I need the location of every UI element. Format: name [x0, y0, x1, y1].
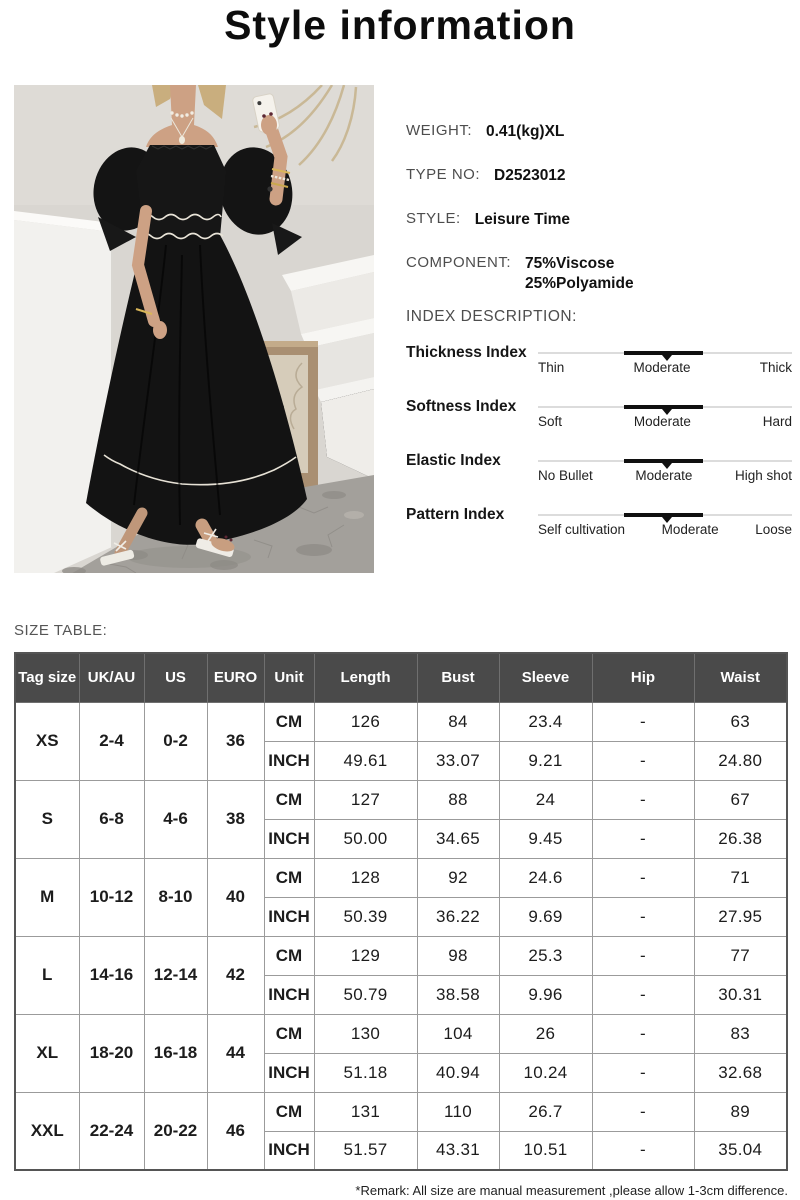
slider-option-high: Thick: [759, 360, 792, 375]
euro-cell: 44: [207, 1014, 264, 1092]
hip-inch-cell: -: [592, 741, 694, 780]
index-row: [406, 450, 792, 504]
us-cell: 16-18: [144, 1014, 207, 1092]
header-tag-size: Tag size: [15, 653, 79, 702]
slider-option-mid: Moderate: [633, 414, 691, 429]
product-photo-illustration: [14, 85, 374, 573]
product-photo: [14, 85, 374, 573]
hip-cm-cell: -: [592, 936, 694, 975]
size-row-cm: [15, 936, 787, 975]
bust-cm-cell: 88: [417, 780, 499, 819]
euro-cell: 46: [207, 1092, 264, 1170]
length-inch-cell: 51.18: [314, 1053, 417, 1092]
header-us: US: [144, 653, 207, 702]
uk-au-cell: 18-20: [79, 1014, 144, 1092]
detail-row-component: [406, 254, 792, 294]
bust-cm-cell: 110: [417, 1092, 499, 1131]
size-row-cm: [15, 1092, 787, 1131]
size-row-cm: [15, 780, 787, 819]
bust-inch-cell: 43.31: [417, 1131, 499, 1170]
component-value-line1: 75%Viscose: [525, 255, 615, 272]
waist-inch-cell: 32.68: [694, 1053, 787, 1092]
header-hip: Hip: [592, 653, 694, 702]
tag-size-cell: XL: [15, 1014, 79, 1092]
length-cm-cell: 127: [314, 780, 417, 819]
sleeve-inch-cell: 9.69: [499, 897, 592, 936]
tag-size-cell: S: [15, 780, 79, 858]
slider-option-high: Loose: [755, 522, 792, 537]
unit-inch-cell: INCH: [264, 741, 314, 780]
component-value: [525, 254, 634, 294]
length-inch-cell: 50.79: [314, 975, 417, 1014]
length-inch-cell: 49.61: [314, 741, 417, 780]
us-cell: 4-6: [144, 780, 207, 858]
detail-row-weight: [406, 122, 792, 142]
length-cm-cell: 126: [314, 702, 417, 741]
index-slider: [538, 342, 792, 396]
page-title: Style information: [224, 2, 576, 48]
style-label: STYLE:: [406, 210, 461, 227]
hip-cm-cell: -: [592, 1014, 694, 1053]
component-label: COMPONENT:: [406, 254, 512, 271]
unit-inch-cell: INCH: [264, 1053, 314, 1092]
unit-inch-cell: INCH: [264, 819, 314, 858]
unit-inch-cell: INCH: [264, 975, 314, 1014]
uk-au-cell: 22-24: [79, 1092, 144, 1170]
detail-row-style: [406, 210, 792, 230]
slider-option-mid: Moderate: [633, 360, 691, 375]
header-waist: Waist: [694, 653, 787, 702]
hip-inch-cell: -: [592, 897, 694, 936]
uk-au-cell: 10-12: [79, 858, 144, 936]
us-cell: 20-22: [144, 1092, 207, 1170]
bust-inch-cell: 38.58: [417, 975, 499, 1014]
size-table: [14, 652, 788, 1171]
us-cell: 8-10: [144, 858, 207, 936]
length-cm-cell: 128: [314, 858, 417, 897]
tag-size-cell: M: [15, 858, 79, 936]
bust-inch-cell: 36.22: [417, 897, 499, 936]
type-no-label: TYPE NO:: [406, 166, 481, 183]
unit-inch-cell: INCH: [264, 897, 314, 936]
waist-cm-cell: 89: [694, 1092, 787, 1131]
hip-cm-cell: -: [592, 702, 694, 741]
sleeve-inch-cell: 9.45: [499, 819, 592, 858]
bust-cm-cell: 104: [417, 1014, 499, 1053]
header-euro: EURO: [207, 653, 264, 702]
hip-inch-cell: -: [592, 1131, 694, 1170]
slider-option-mid: Moderate: [635, 468, 693, 483]
style-value: Leisure Time: [474, 211, 571, 228]
waist-cm-cell: 67: [694, 780, 787, 819]
waist-inch-cell: 24.80: [694, 741, 787, 780]
index-label: Elastic Index: [406, 452, 501, 469]
length-inch-cell: 50.00: [314, 819, 417, 858]
index-row: [406, 342, 792, 396]
index-label: Thickness Index: [406, 344, 527, 361]
sleeve-cm-cell: 24: [499, 780, 592, 819]
bust-cm-cell: 98: [417, 936, 499, 975]
unit-cm-cell: CM: [264, 780, 314, 819]
sleeve-cm-cell: 26.7: [499, 1092, 592, 1131]
component-value-line2: 25%Polyamide: [525, 275, 634, 292]
hip-cm-cell: -: [592, 780, 694, 819]
sleeve-inch-cell: 9.21: [499, 741, 592, 780]
index-row: [406, 504, 792, 558]
slider-options: [538, 414, 792, 429]
header-uk-au: UK/AU: [79, 653, 144, 702]
sleeve-cm-cell: 26: [499, 1014, 592, 1053]
unit-cm-cell: CM: [264, 858, 314, 897]
slider-options: [538, 522, 792, 537]
tag-size-cell: XS: [15, 702, 79, 780]
length-inch-cell: 51.57: [314, 1131, 417, 1170]
index-rows: [406, 342, 792, 558]
white-ledge: [14, 211, 112, 573]
index-label: Pattern Index: [406, 506, 505, 523]
size-row-cm: [15, 702, 787, 741]
slider-option-low: No Bullet: [538, 468, 593, 483]
waist-cm-cell: 71: [694, 858, 787, 897]
size-row-cm: [15, 858, 787, 897]
unit-cm-cell: CM: [264, 936, 314, 975]
hip-inch-cell: -: [592, 819, 694, 858]
slider-option-mid: Moderate: [661, 522, 719, 537]
euro-cell: 40: [207, 858, 264, 936]
length-inch-cell: 50.39: [314, 897, 417, 936]
index-slider: [538, 504, 792, 558]
length-cm-cell: 129: [314, 936, 417, 975]
detail-row-type-no: [406, 166, 792, 186]
unit-cm-cell: CM: [264, 1092, 314, 1131]
header-sleeve: Sleeve: [499, 653, 592, 702]
hip-cm-cell: -: [592, 858, 694, 897]
hip-cm-cell: -: [592, 1092, 694, 1131]
slider-options: [538, 360, 792, 375]
us-cell: 0-2: [144, 702, 207, 780]
hip-inch-cell: -: [592, 975, 694, 1014]
bust-inch-cell: 33.07: [417, 741, 499, 780]
waist-inch-cell: 27.95: [694, 897, 787, 936]
euro-cell: 38: [207, 780, 264, 858]
header-bust: Bust: [417, 653, 499, 702]
size-table-header-row: [15, 653, 787, 702]
sleeve-inch-cell: 10.51: [499, 1131, 592, 1170]
size-table-label: SIZE TABLE:: [14, 622, 108, 639]
waist-cm-cell: 77: [694, 936, 787, 975]
bust-cm-cell: 92: [417, 858, 499, 897]
us-cell: 12-14: [144, 936, 207, 1014]
index-label: Softness Index: [406, 398, 517, 415]
euro-cell: 42: [207, 936, 264, 1014]
tag-size-cell: L: [15, 936, 79, 1014]
index-row: [406, 396, 792, 450]
weight-value: 0.41(kg)XL: [486, 123, 565, 140]
slider-options: [538, 468, 792, 483]
weight-label: WEIGHT:: [406, 122, 472, 139]
index-slider: [538, 450, 792, 504]
uk-au-cell: 14-16: [79, 936, 144, 1014]
uk-au-cell: 6-8: [79, 780, 144, 858]
index-description-title: INDEX DESCRIPTION:: [406, 308, 577, 325]
sleeve-inch-cell: 9.96: [499, 975, 592, 1014]
sleeve-cm-cell: 24.6: [499, 858, 592, 897]
type-no-value: D2523012: [494, 167, 566, 184]
length-cm-cell: 131: [314, 1092, 417, 1131]
bust-cm-cell: 84: [417, 702, 499, 741]
slider-option-high: Hard: [762, 414, 792, 429]
uk-au-cell: 2-4: [79, 702, 144, 780]
header-length: Length: [314, 653, 417, 702]
sleeve-cm-cell: 23.4: [499, 702, 592, 741]
unit-cm-cell: CM: [264, 1014, 314, 1053]
waist-cm-cell: 63: [694, 702, 787, 741]
waist-inch-cell: 35.04: [694, 1131, 787, 1170]
sleeve-inch-cell: 10.24: [499, 1053, 592, 1092]
bust-inch-cell: 40.94: [417, 1053, 499, 1092]
slider-option-high: High shot: [734, 468, 792, 483]
hip-inch-cell: -: [592, 1053, 694, 1092]
waist-inch-cell: 30.31: [694, 975, 787, 1014]
unit-inch-cell: INCH: [264, 1131, 314, 1170]
slider-option-low: Soft: [538, 414, 563, 429]
slider-option-low: Thin: [538, 360, 565, 375]
index-slider: [538, 396, 792, 450]
unit-cm-cell: CM: [264, 702, 314, 741]
euro-cell: 36: [207, 702, 264, 780]
header-unit: Unit: [264, 653, 314, 702]
tag-size-cell: XXL: [15, 1092, 79, 1170]
waist-cm-cell: 83: [694, 1014, 787, 1053]
style-details: [406, 122, 792, 558]
length-cm-cell: 130: [314, 1014, 417, 1053]
remark-note: *Remark: All size are manual measurement ,please allow 1-3cm difference.: [355, 1183, 788, 1198]
slider-option-low: Self cultivation: [538, 522, 626, 537]
sleeve-cm-cell: 25.3: [499, 936, 592, 975]
waist-inch-cell: 26.38: [694, 819, 787, 858]
bust-inch-cell: 34.65: [417, 819, 499, 858]
size-row-cm: [15, 1014, 787, 1053]
